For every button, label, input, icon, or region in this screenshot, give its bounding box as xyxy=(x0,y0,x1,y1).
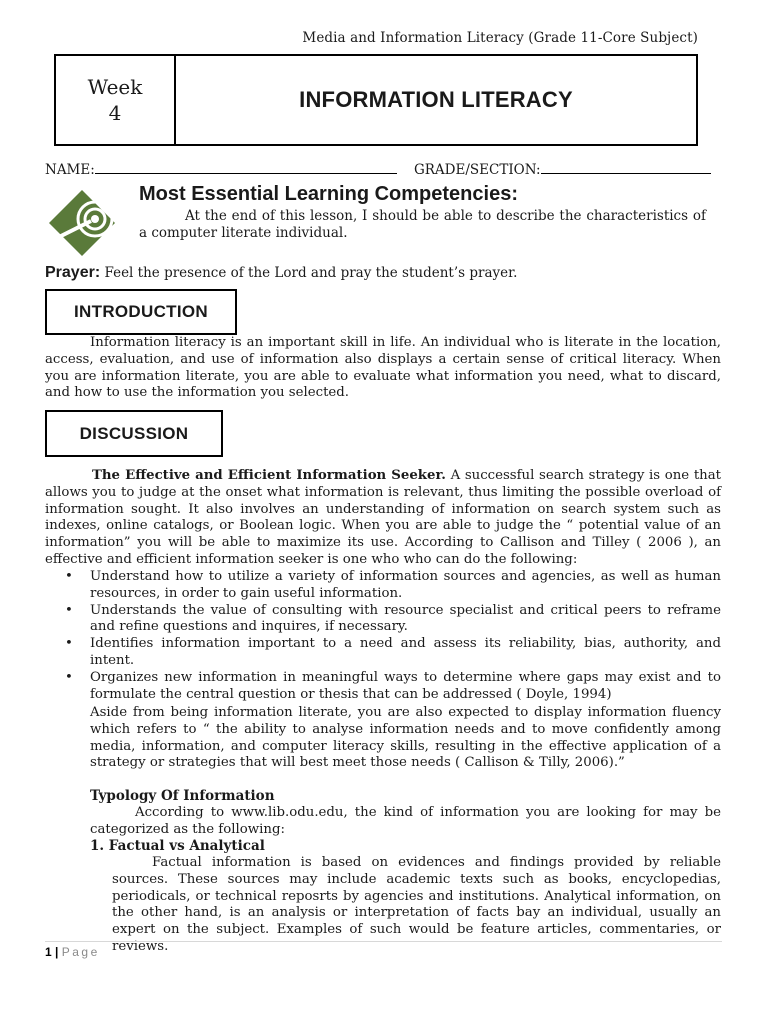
prayer-text: Feel the presence of the Lord and pray the student’s prayer. xyxy=(104,265,518,281)
page-footer xyxy=(45,945,100,959)
footer-separator: | xyxy=(55,945,59,959)
discussion-lead-text: A successful search strategy is one that allows you to judge at the onset what information is relevant, thus limiting the possible overload of information sought. It also involves an understanding of information on search system such as indexes, online catalogs, or Boolean logic. When you are able to judge the “ potential value of an information” you will be able to maximize its use. According to Callison and Tilley ( 2006 ), an effective and efficient information seeker is one who who can do the following: xyxy=(45,468,721,567)
name-label: NAME: xyxy=(45,162,95,178)
introduction-heading: INTRODUCTION xyxy=(45,289,237,335)
grade-section-field[interactable] xyxy=(541,161,711,174)
grade-section-label: GRADE/SECTION: xyxy=(413,162,541,178)
title-table xyxy=(54,54,698,146)
subject-header: Media and Information Literacy (Grade 11-Core Subject) xyxy=(302,30,698,46)
bullet-icon: • xyxy=(65,636,73,652)
week-number: 4 xyxy=(108,101,122,125)
bullet-icon: • xyxy=(65,602,73,618)
week-label: Week xyxy=(87,75,143,99)
student-info-line xyxy=(45,161,711,178)
page-title: INFORMATION LITERACY xyxy=(299,87,573,112)
footer-divider xyxy=(45,941,722,942)
week-cell xyxy=(56,56,176,144)
bullet-icon: • xyxy=(65,569,73,584)
discussion-heading: DISCUSSION xyxy=(45,410,223,457)
information-fluency-text: Aside from being information literate, you are also expected to display information fluency which refers to “ the ability to analyse information needs and to move confidently among media, information, and computer literacy skills, resulting in the effective application of a strategy or strategies that will best meet those needs ( Callison & Tilly, 2006).” xyxy=(90,705,721,771)
page-number: 1 xyxy=(45,945,52,959)
page-label: Page xyxy=(61,945,100,959)
prayer-label: Prayer: xyxy=(45,264,101,281)
discussion-intro xyxy=(45,468,721,569)
melc-heading: Most Essential Learning Competencies: xyxy=(139,183,518,205)
discussion-lead-bold: The Effective and Efficient Information Seeker. xyxy=(92,468,446,483)
prayer-line xyxy=(45,264,517,282)
factual-vs-analytical-text: Factual information is based on evidences and findings provided by reliable sources. These sources may include academic texts such as books, encyclopedias, periodicals, or technical reposrts by agencies and institutions. Analytical information, on the other hand, is an analysis or interpretation of facts bay an individual, usually an expert on the subject. Examples of such would be feature articles, commentaries, or reviews. xyxy=(112,855,721,954)
typology-intro: According to www.lib.odu.edu, the kind of information you are looking for may be categorized as the following: xyxy=(90,805,721,837)
introduction-text: Information literacy is an important skill in life. An individual who is literate in the location, access, evaluation, and use of information also displays a certain sense of critical literacy. When you are information literate, you are able to evaluate what information you need, what to discard, and how to use the information you selected. xyxy=(45,335,721,401)
list-item: • Organizes new information in meaningful ways to determine where gaps may exist and to formulate the central question or thesis that can be addressed ( Doyle, 1994) xyxy=(65,669,721,702)
melc-text: At the end of this lesson, I should be able to describe the characteristics of a computer literate individual. xyxy=(139,208,706,241)
list-item: • Understands the value of consulting with resource specialist and critical peers to reframe and refine questions and inquires, if necessary. xyxy=(65,602,721,635)
seeker-bullet-list xyxy=(45,569,721,703)
target-arrow-icon xyxy=(45,186,119,260)
list-item: • Understand how to utilize a variety of information sources and agencies, as well as human resources, in order to gain useful information. xyxy=(65,569,721,601)
name-field[interactable] xyxy=(95,161,397,174)
list-item: • Identifies information important to a need and assess its reliability, bias, authority, and intent. xyxy=(65,636,721,668)
bullet-icon: • xyxy=(65,669,73,685)
factual-vs-analytical-heading: 1. Factual vs Analytical xyxy=(90,838,265,854)
typology-heading: Typology Of Information xyxy=(90,788,275,804)
